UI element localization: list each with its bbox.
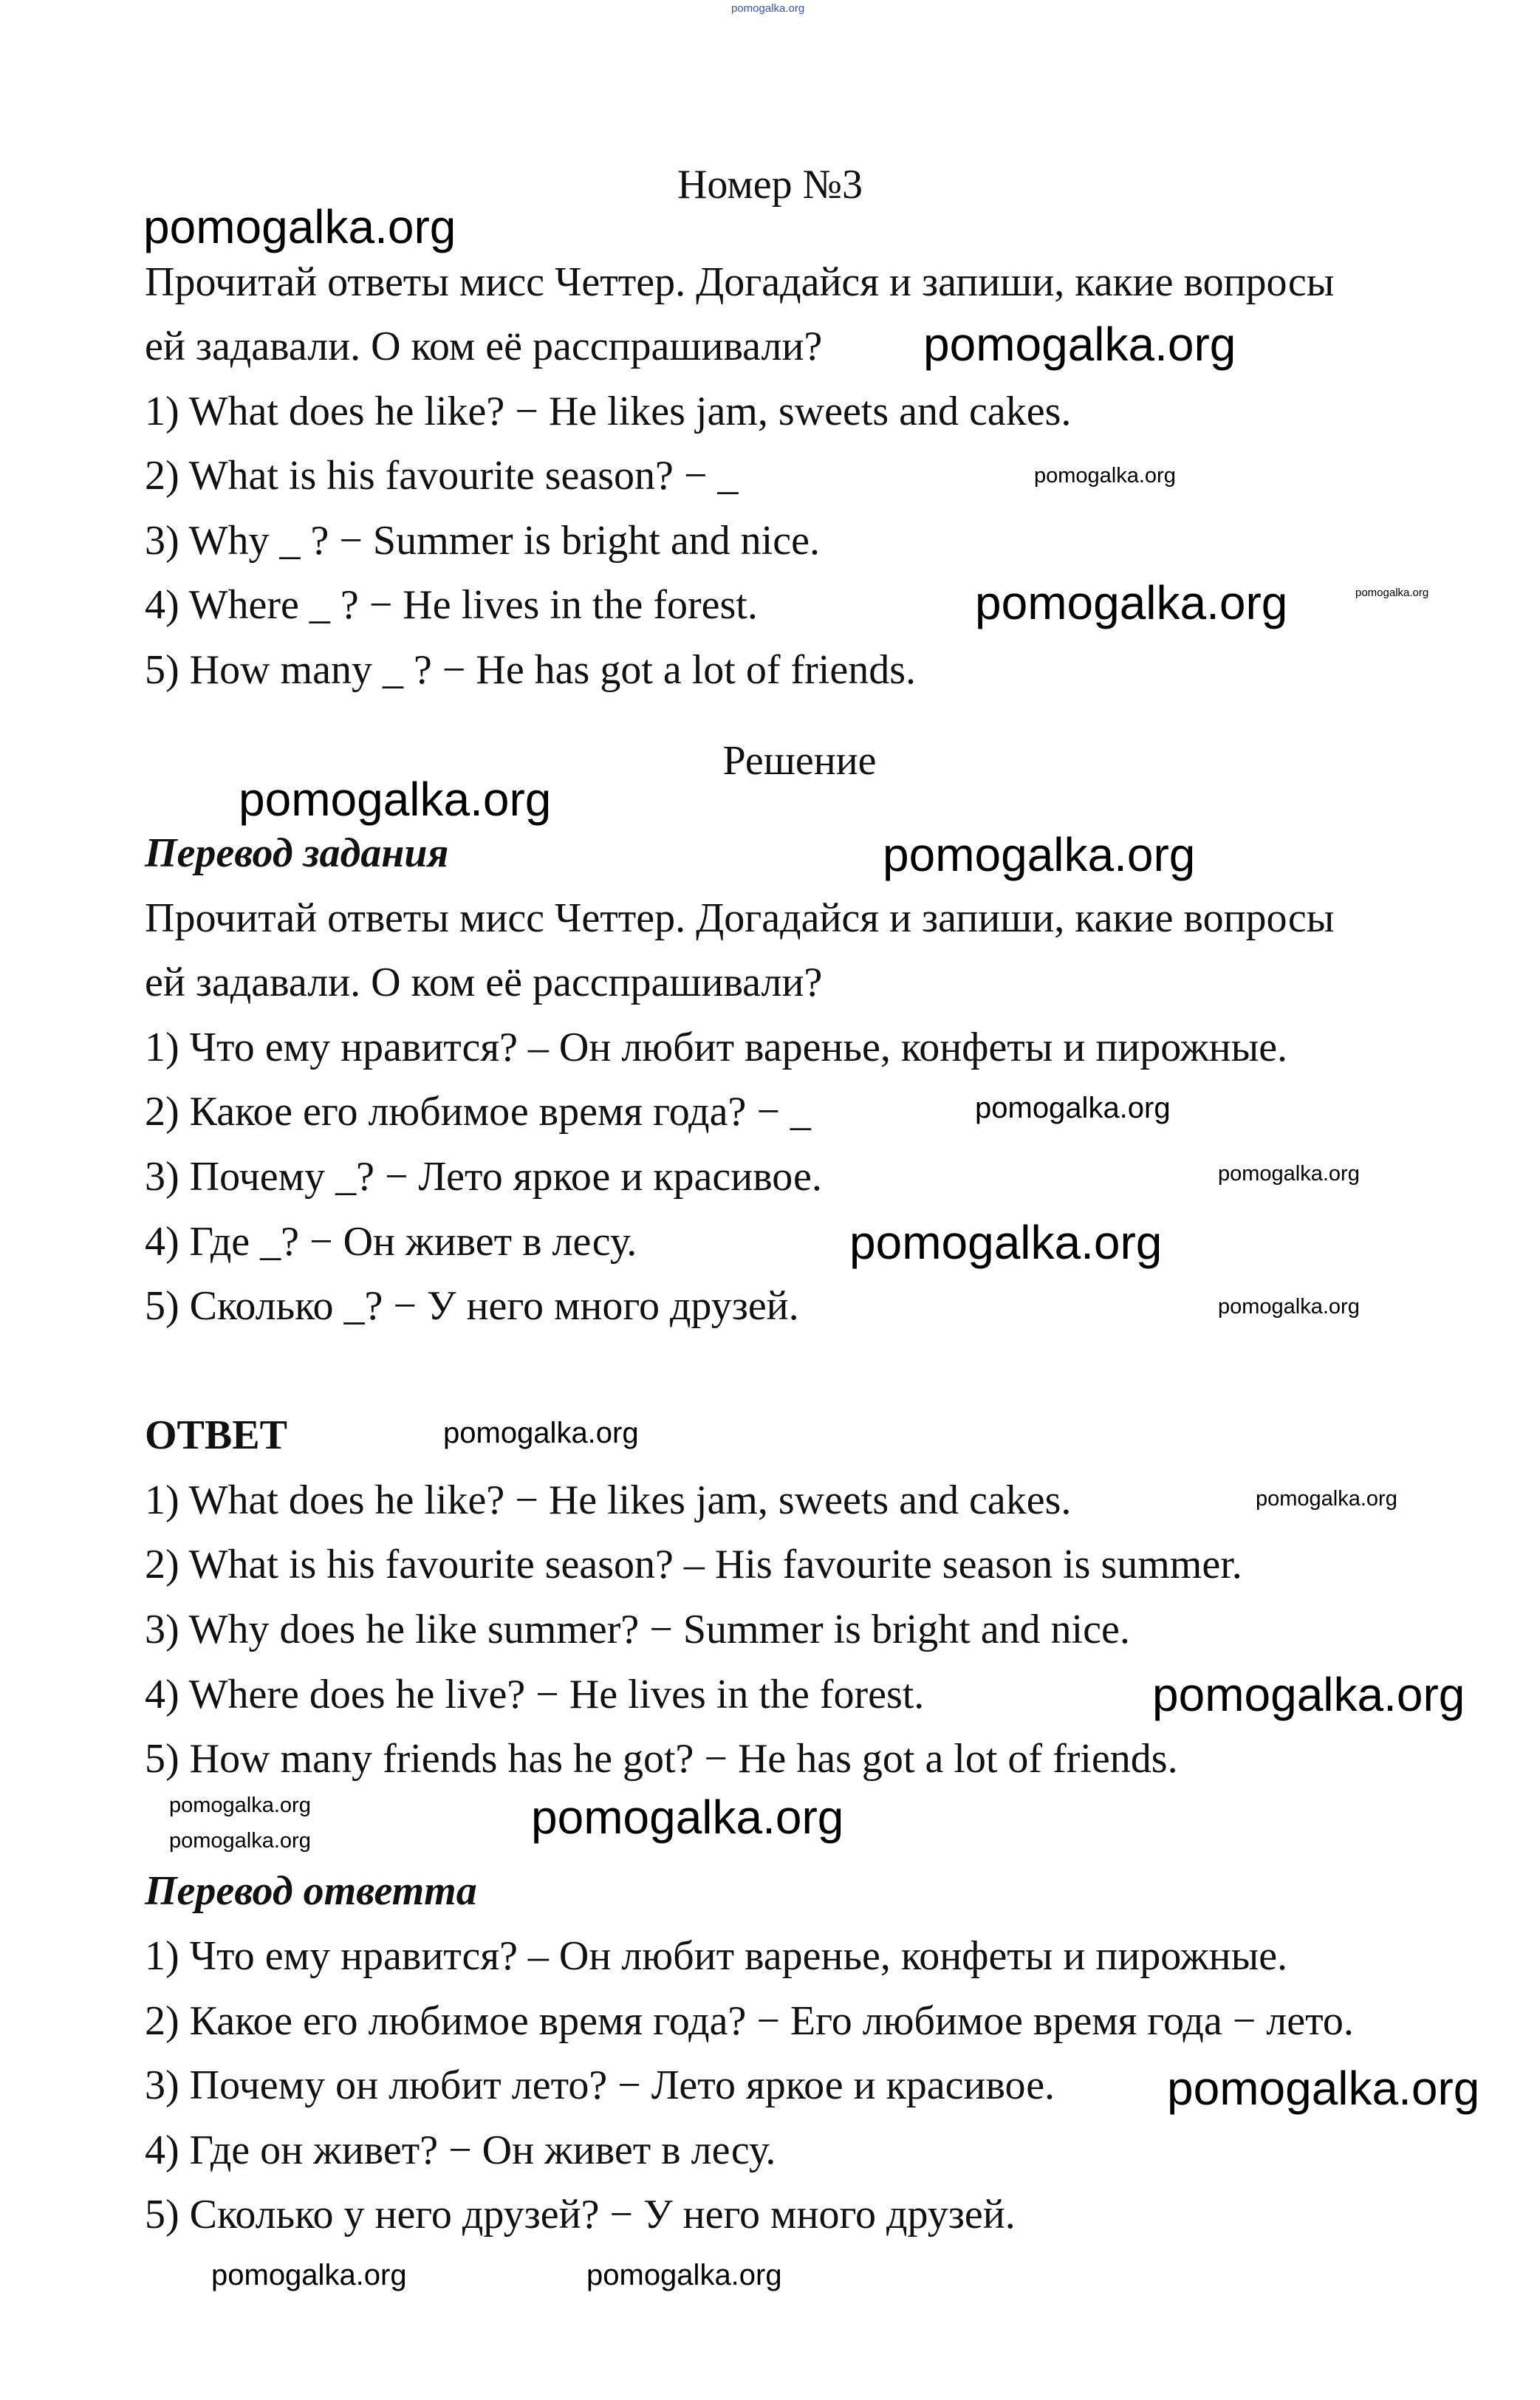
task-translation-heading: Перевод задания xyxy=(145,830,449,876)
task-item: 4) Where _ ? − He lives in the forest. xyxy=(145,582,758,628)
answer-translation-item: 4) Где он живет? − Он живет в лесу. xyxy=(145,2127,776,2173)
translation-item: 5) Сколько _? − У него много друзей. xyxy=(145,1283,799,1329)
watermark-top-link[interactable]: pomogalka.org xyxy=(731,2,805,15)
watermark: pomogalka.org xyxy=(211,2259,407,2291)
watermark: pomogalka.org xyxy=(1152,1668,1465,1721)
task-item: 3) Why _ ? − Summer is bright and nice. xyxy=(145,518,820,564)
task-item: 2) What is his favourite season? − _ xyxy=(145,453,739,499)
watermark: pomogalka.org xyxy=(443,1417,639,1449)
answer-translation-item: 5) Сколько у него друзей? − У него много друзей. xyxy=(145,2192,1016,2237)
watermark: pomogalka.org xyxy=(849,1216,1163,1269)
watermark: pomogalka.org xyxy=(169,1794,311,1817)
watermark: pomogalka.org xyxy=(586,2259,782,2291)
translation-item: 3) Почему _? − Лето яркое и красивое. xyxy=(145,1154,822,1200)
page-title: Номер №3 xyxy=(677,162,863,208)
answer-translation-item: 1) Что ему нравится? – Он любит варенье, конфеты и пирожные. xyxy=(145,1933,1288,1979)
watermark: pomogalka.org xyxy=(143,200,456,253)
answer-translation-item: 3) Почему он любит лето? − Лето яркое и красивое. xyxy=(145,2062,1055,2108)
watermark: pomogalka.org xyxy=(1167,2062,1480,2115)
watermark: pomogalka.org xyxy=(169,1829,311,1853)
answer-item: 1) What does he like? − He likes jam, sweets and cakes. xyxy=(145,1477,1072,1523)
watermark: pomogalka.org xyxy=(239,773,552,826)
watermark: pomogalka.org xyxy=(1355,587,1429,599)
watermark: pomogalka.org xyxy=(923,318,1236,371)
answer-translation-item: 2) Какое его любимое время года? − Его любимое время года − лето. xyxy=(145,1998,1354,2044)
watermark: pomogalka.org xyxy=(1256,1487,1397,1511)
solution-heading: Решение xyxy=(722,738,877,784)
answer-translation-heading: Перевод ответта xyxy=(145,1868,477,1914)
task-text-line: Прочитай ответы мисс Четтер. Догадайся и запиши, какие вопросы xyxy=(145,259,1335,305)
translation-text-line: Прочитай ответы мисс Четтер. Догадайся и запиши, какие вопросы xyxy=(145,895,1335,941)
watermark: pomogalka.org xyxy=(531,1791,844,1844)
watermark: pomogalka.org xyxy=(883,828,1196,881)
watermark: pomogalka.org xyxy=(1034,464,1176,488)
task-item: 1) What does he like? − He likes jam, sweets and cakes. xyxy=(145,389,1072,434)
task-text-line: ей задавали. О ком её расспрашивали? xyxy=(145,324,823,369)
answer-item: 4) Where does he live? − He lives in the forest. xyxy=(145,1672,925,1717)
watermark: pomogalka.org xyxy=(1218,1295,1360,1319)
answer-item: 3) Why does he like summer? − Summer is bright and nice. xyxy=(145,1607,1130,1652)
translation-item: 2) Какое его любимое время года? − _ xyxy=(145,1089,811,1135)
answer-item: 5) How many friends has he got? − He has got a lot of friends. xyxy=(145,1736,1178,1782)
answer-item: 2) What is his favourite season? – His favourite season is summer. xyxy=(145,1542,1242,1587)
answer-heading: ОТВЕТ xyxy=(145,1412,287,1458)
watermark: pomogalka.org xyxy=(975,576,1288,629)
translation-item: 1) Что ему нравится? – Он любит варенье, конфеты и пирожные. xyxy=(145,1025,1288,1070)
task-item: 5) How many _ ? − He has got a lot of friends. xyxy=(145,647,917,693)
watermark: pomogalka.org xyxy=(1218,1162,1360,1186)
watermark: pomogalka.org xyxy=(975,1092,1171,1124)
translation-text-line: ей задавали. О ком её расспрашивали? xyxy=(145,960,823,1005)
translation-item: 4) Где _? − Он живет в лесу. xyxy=(145,1219,637,1265)
